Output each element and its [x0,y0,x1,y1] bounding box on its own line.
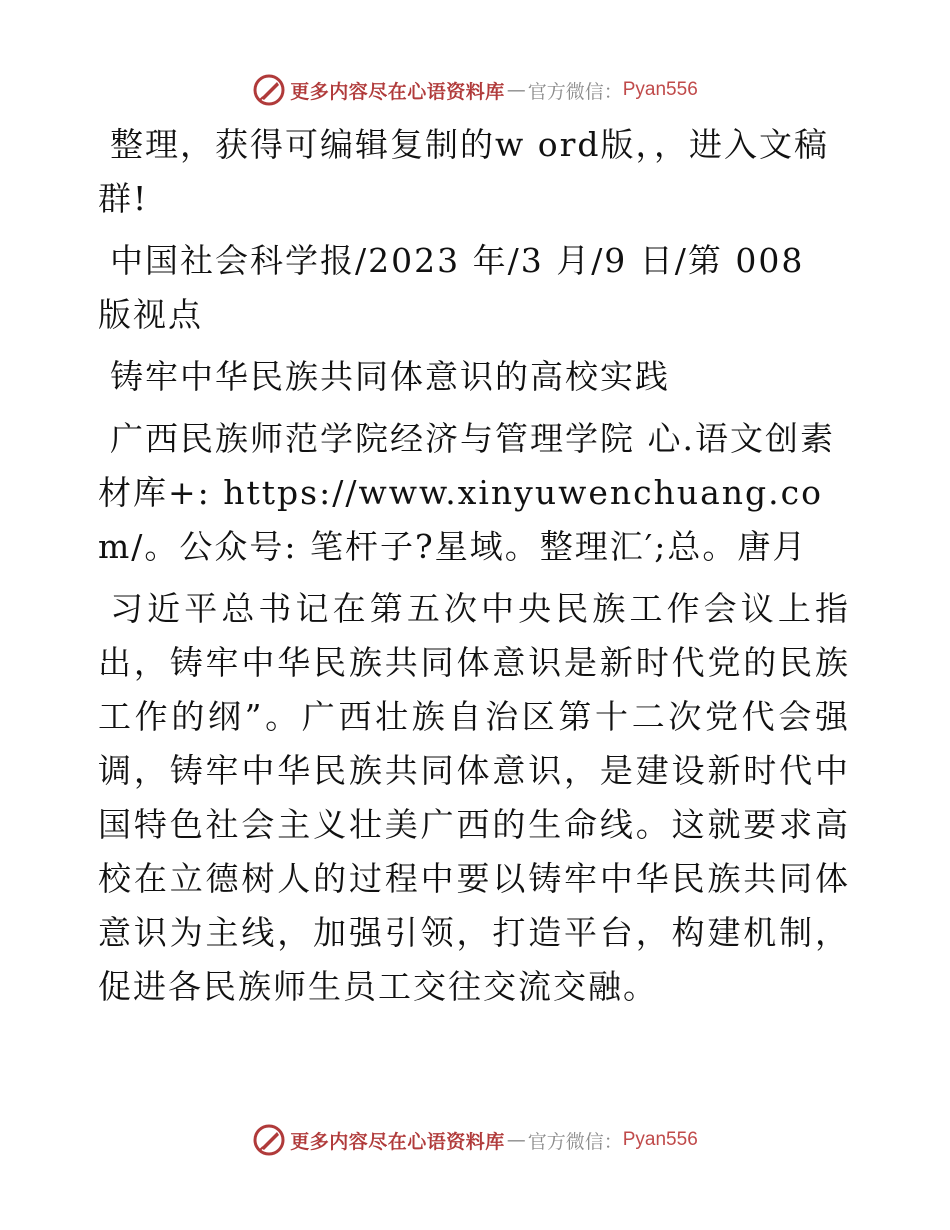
banner-dash: — [506,1129,526,1151]
banner-wechat-label: 官方微信： [527,80,623,103]
quill-logo-icon [252,1123,286,1157]
banner-promo-text: 更多内容尽在心语资料库 [290,80,505,103]
intro-paragraph: 整理，获得可编辑复制的w ord版，，进入文稿群! [98,125,830,218]
banner-wechat-account: Pyan556 [622,1129,698,1150]
body-paragraph: 习近平总书记在第五次中央民族工作会议上指出，铸牢中华民族共同体意识是新时代党的民族工作的纲”。广西壮族自治区第十二次党代会强调，铸牢中华民族共同体意识，是建设新时代中国特色社会主义壮美广西的生命线。这就要求高校在立德树人的过程中要以铸牢中华民族共同体意识为主线，加强引领，打造平台，构建机制，促进各民族师生员工交往交流交融。 [98,589,850,1006]
banner-wechat-account: Pyan556 [622,79,698,100]
quill-logo-icon [252,73,286,107]
banner-dash: — [506,79,526,101]
header-banner [0,68,950,112]
document-body [98,118,850,1022]
article-title: 铸牢中华民族共同体意识的高校实践 [110,357,670,396]
banner-promo-text: 更多内容尽在心语资料库 [290,1130,505,1153]
footer-banner [0,1118,950,1162]
author-affiliation: 广西民族师范学院经济与管理学院 心.语文创素材库+: https://www.xinyuwenchuang.com/。公众号: 笔杆子?星域。整理汇′;总。唐月 [98,419,835,566]
source-citation: 中国社会科学报/2023 年/3 月/9 日/第 008 版视点 [98,241,805,334]
banner-wechat-label: 官方微信： [527,1130,623,1153]
